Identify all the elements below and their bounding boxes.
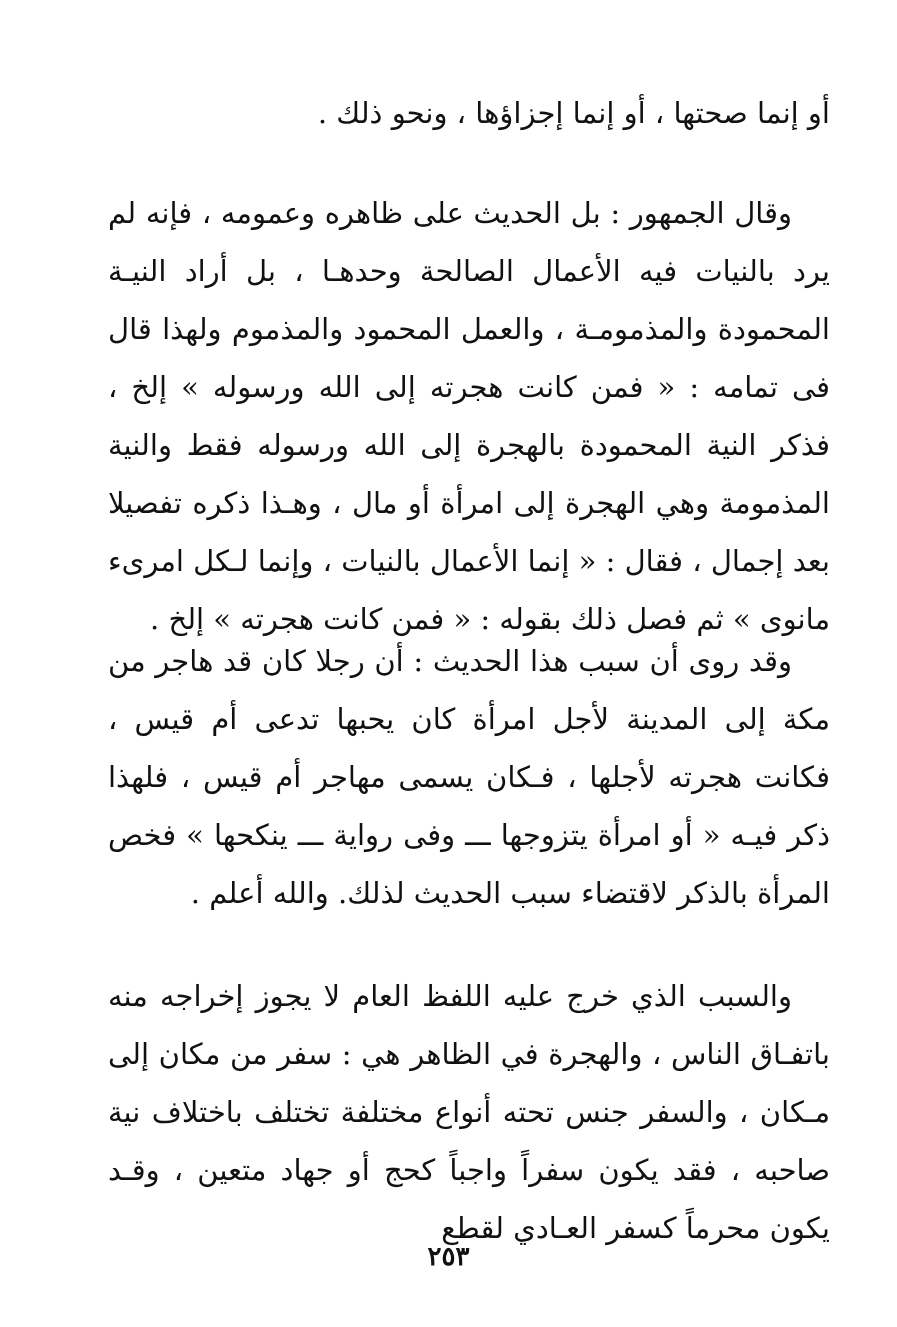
paragraph-hadith-cause: وقد روى أن سبب هذا الحديث : أن رجلا كان قد هاجر من مكة إلى المدينة لأجل امرأة كان يحبها تدعى أم قيس ، فكانت هجرته لأجلها ، فـكان يسمى مهاجر أم قيس ، فلهذا ذكر فيـه « أو امرأة يتزوجها ـــ وفى رواية ـــ ينكحها » فخص المرأة بالذكر لاقتضاء سبب الحديث لذلك. والله أعلم . (108, 644, 830, 910)
paragraph-general-wording: والسبب الذي خرج عليه اللفظ العام لا يجوز إخراجه منه باتفـاق الناس ، والهجرة في الظاهر هي : سفر من مكان إلى مـكان ، والسفر جنس تحته أنواع مختلفة تختلف باختلاف نية صاحبه ، فقد يكون سفراً واجباً كحج أو جهاد متعين ، وقـد يكون محرماً كسفر العـادي لقطع (108, 979, 830, 1245)
paragraph-continuation: أو إنما صحتها ، أو إنما إجزاؤها ، ونحو ذلك . (317, 96, 830, 130)
paragraph-majority-opinion: وقال الجمهور : بل الحديث على ظاهره وعمومه ، فإنه لم يرد بالنيات فيه الأعمال الصالحة وحدهـا ، بل أراد النيـة المحمودة والمذمومـة ، والعمل المحمود والمذموم ولهذا قال فى تمامه : « فمن كانت هجرته إلى الله ورسوله » إلخ ، فذكر النية المحمودة بالهجرة إلى الله ورسوله فقط والنية المذمومة وهي الهجرة إلى امرأة أو مال ، وهـذا ذكره تفصيلا بعد إجمال ، فقال : « إنما الأعمال بالنيات ، وإنما لـكل امرىء مانوى » ثم فصل ذلك بقوله : « فمن كانت هجرته » إلخ . (108, 196, 830, 636)
page-number: ٢٥٣ (427, 1242, 470, 1272)
